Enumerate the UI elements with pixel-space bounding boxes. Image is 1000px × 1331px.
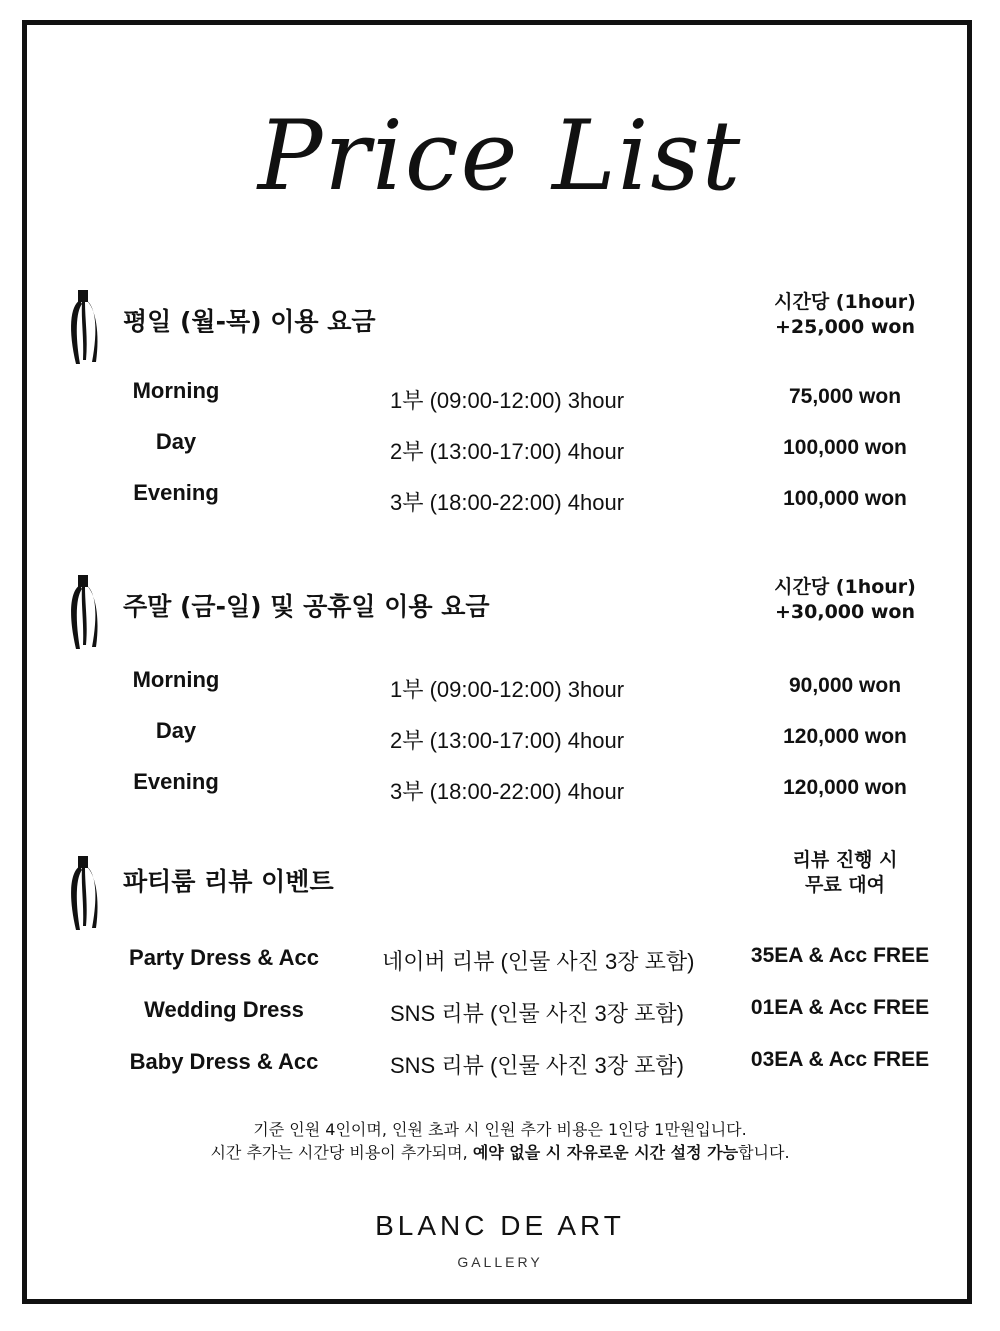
section-heading: 주말 (금-일) 및 공휴일 이용 요금 [123, 592, 490, 621]
dress-category: Wedding Dress [144, 997, 304, 1022]
review-reward-value: 무료 대여 [804, 874, 886, 896]
price-row [0, 769, 1000, 809]
free-quantity: 01EA & Acc FREE [750, 996, 930, 1019]
review-reward-note [755, 848, 935, 898]
review-type: SNS 리뷰 (인물 사진 3장 포함) [390, 1053, 684, 1078]
section-heading: 평일 (월-목) 이용 요금 [123, 307, 376, 336]
slot-price: 100,000 won [783, 487, 907, 510]
free-quantity: 03EA & Acc FREE [750, 1048, 930, 1071]
price-row [0, 429, 1000, 469]
review-reward-label: 리뷰 진행 시 [792, 849, 898, 871]
slot-time: 2부 (13:00-17:00) 4hour [390, 728, 625, 753]
hourly-rate-label: 시간당 (1hour) [774, 291, 916, 313]
review-type: SNS 리뷰 (인물 사진 3장 포함) [390, 1001, 684, 1026]
slot-name: Evening [133, 480, 219, 505]
price-row [0, 718, 1000, 758]
hourly-rate-note [755, 575, 935, 625]
notice-line-2-end: 합니다. [738, 1143, 790, 1162]
notice-line-2-emphasis: 예약 없을 시 자유로운 시간 설정 가능 [472, 1143, 739, 1162]
slot-name: Morning [132, 667, 220, 692]
ribbon-bow-icon [66, 856, 100, 932]
event-row [0, 942, 1000, 982]
page-title: Price List [257, 100, 743, 212]
slot-name: Day [155, 718, 197, 743]
notice-text [0, 1118, 1000, 1164]
page-border [22, 20, 972, 1304]
price-row [0, 480, 1000, 520]
event-row [0, 1046, 1000, 1086]
notice-line-1: 기준 인원 4인이며, 인원 초과 시 인원 추가 비용은 1인당 1만원입니다. [253, 1120, 747, 1139]
hourly-rate-label: 시간당 (1hour) [774, 576, 916, 598]
section-heading: 파티룸 리뷰 이벤트 [123, 867, 334, 896]
ribbon-bow-icon [66, 575, 100, 651]
brand-logo: BLANC DE ART [375, 1210, 625, 1241]
slot-time: 3부 (18:00-22:00) 4hour [390, 779, 625, 804]
hourly-rate-value: +25,000 won [775, 316, 915, 338]
dress-category: Baby Dress & Acc [129, 1049, 319, 1074]
brand-subtitle: GALLERY [457, 1254, 543, 1270]
dress-category: Party Dress & Acc [129, 945, 319, 970]
slot-name: Day [155, 429, 197, 454]
price-row [0, 378, 1000, 418]
event-row [0, 994, 1000, 1034]
slot-name: Evening [133, 769, 219, 794]
slot-price: 75,000 won [788, 385, 902, 408]
slot-price: 120,000 won [783, 776, 907, 799]
hourly-rate-value: +30,000 won [775, 601, 915, 623]
slot-price: 90,000 won [788, 674, 902, 697]
review-type: 네이버 리뷰 (인물 사진 3장 포함) [382, 949, 695, 974]
slot-price: 100,000 won [783, 436, 907, 459]
hourly-rate-note [755, 290, 935, 340]
slot-time: 1부 (09:00-12:00) 3hour [390, 388, 625, 413]
slot-time: 2부 (13:00-17:00) 4hour [390, 439, 625, 464]
slot-time: 1부 (09:00-12:00) 3hour [390, 677, 625, 702]
free-quantity: 35EA & Acc FREE [750, 944, 930, 967]
notice-line-2 [0, 1141, 1000, 1164]
slot-name: Morning [132, 378, 220, 403]
slot-price: 120,000 won [783, 725, 907, 748]
price-row [0, 667, 1000, 707]
slot-time: 3부 (18:00-22:00) 4hour [390, 490, 625, 515]
ribbon-bow-icon [66, 290, 100, 366]
notice-line-2-start: 시간 추가는 시간당 비용이 추가되며, [210, 1143, 473, 1162]
